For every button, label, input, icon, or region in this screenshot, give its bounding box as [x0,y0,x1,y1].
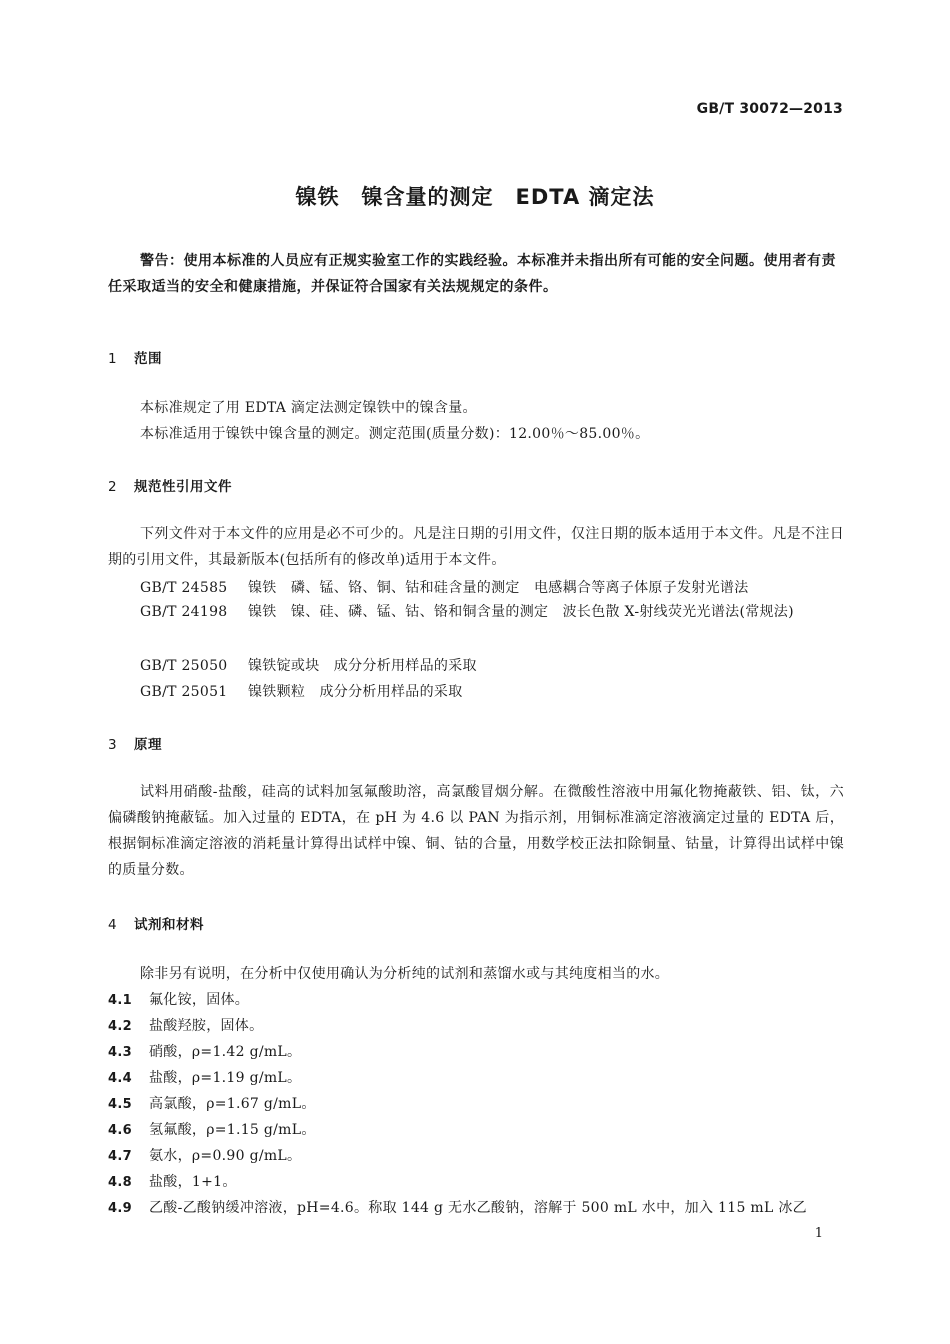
reference-item [140,577,749,597]
reference-title: 镍铁颗粒 成分分析用样品的采取 [248,684,463,700]
item-number: 4.3 [108,1045,132,1060]
reagent-item [108,1119,316,1139]
section-number: 4 [108,917,118,933]
reference-code: GB/T 24198 [140,604,228,620]
reagent-item [108,1145,301,1165]
standard-code: GB/T 30072—2013 [696,101,843,117]
item-text: 盐酸羟胺，固体。 [149,1018,264,1034]
item-number: 4.8 [108,1175,132,1190]
document-title: 镍铁 镍含量的测定 EDTA 滴定法 [295,185,655,209]
reagent-item [108,1067,301,1087]
references-intro: 下列文件对于本文件的应用是必不可少的。凡是注日期的引用文件，仅注日期的版本适用于本文件。凡是不注日期的引用文件，其最新版本(包括所有的修改单)适用于本文件。 [108,526,844,568]
item-text: 高氯酸，ρ=1.67 g/mL。 [149,1096,316,1112]
section-number: 3 [108,737,118,753]
item-text: 硝酸，ρ=1.42 g/mL。 [149,1044,302,1060]
section-title: 范围 [134,351,162,367]
item-text: 氟化铵，固体。 [149,992,250,1008]
reagent-item [108,1197,807,1217]
section-3-heading [108,733,162,753]
section-number: 2 [108,479,118,495]
item-text: 盐酸，1+1。 [149,1174,237,1190]
principle-paragraph: 试料用硝酸-盐酸，硅高的试料加氢氟酸助溶，高氯酸冒烟分解。在微酸性溶液中用氟化物掩蔽铁、铝、钛，六偏磷酸钠掩蔽锰。加入过量的 EDTA，在 pH 为 4.6 以 PAN 为指示剂，用铜标准滴定溶液滴定过量的 EDTA 后，根据铜标准滴定溶液的消耗量计算得出试样中镍、铜、钴的合量，用数学校正法扣除铜量、钴量，计算得出试样中镍的质量分数。 [108,784,844,878]
item-number: 4.4 [108,1071,132,1086]
item-number: 4.2 [108,1019,132,1034]
reference-code: GB/T 25050 [140,658,228,674]
item-text: 氨水，ρ=0.90 g/mL。 [149,1148,302,1164]
item-text: 氢氟酸，ρ=1.15 g/mL。 [149,1122,316,1138]
item-number: 4.9 [108,1201,132,1216]
reference-item [140,681,463,701]
reagent-item [108,1015,263,1035]
section-2-heading [108,475,232,495]
reference-code: GB/T 24585 [140,580,228,596]
section-4-heading [108,913,204,933]
section-title: 规范性引用文件 [134,479,232,495]
page-number: 1 [814,1226,823,1241]
reagents-intro: 除非另有说明，在分析中仅使用确认为分析纯的试剂和蒸馏水或与其纯度相当的水。 [140,966,670,982]
item-number: 4.5 [108,1097,132,1112]
scope-line-1: 本标准规定了用 EDTA 滴定法测定镍铁中的镍含量。 [140,400,477,416]
section-1-heading [108,347,162,367]
reference-item [140,655,477,675]
item-number: 4.7 [108,1149,132,1164]
reference-title: 镍铁 镍、硅、磷、锰、钴、铬和铜含量的测定 波长色散 X-射线荧光光谱法(常规法) [248,604,794,620]
reference-title: 镍铁锭或块 成分分析用样品的采取 [248,658,477,674]
reagent-item [108,1171,237,1191]
section-title: 试剂和材料 [134,917,204,933]
reference-title: 镍铁 磷、锰、铬、铜、钴和硅含量的测定 电感耦合等离子体原子发射光谱法 [248,580,749,596]
item-number: 4.1 [108,993,132,1008]
section-number: 1 [108,351,118,367]
reference-item [108,599,844,625]
reagent-item [108,1041,301,1061]
reagent-item [108,989,249,1009]
safety-warning: 警告：使用本标准的人员应有正规实验室工作的实践经验。本标准并未指出所有可能的安全问题。使用者有责任采取适当的安全和健康措施，并保证符合国家有关法规规定的条件。 [108,253,836,295]
item-text: 乙酸-乙酸钠缓冲溶液，pH=4.6。称取 144 g 无水乙酸钠，溶解于 500 mL 水中，加入 115 mL 冰乙 [149,1200,807,1216]
item-number: 4.6 [108,1123,132,1138]
scope-line-2: 本标准适用于镍铁中镍含量的测定。测定范围(质量分数)：12.00％～85.00％。 [140,426,650,442]
section-title: 原理 [134,737,162,753]
reagent-item [108,1093,316,1113]
item-text: 盐酸，ρ=1.19 g/mL。 [149,1070,302,1086]
reference-code: GB/T 25051 [140,684,228,700]
